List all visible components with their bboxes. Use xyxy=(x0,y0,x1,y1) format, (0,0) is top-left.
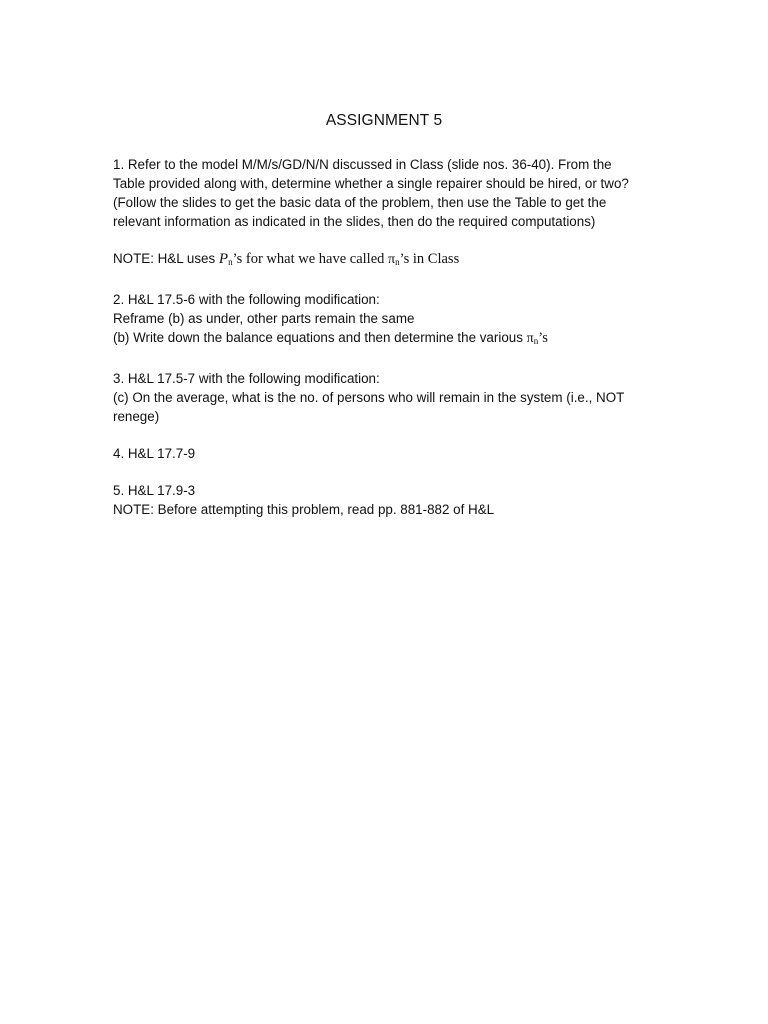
note-notation-mid: ’s for what we have called xyxy=(232,251,389,267)
question-5-line-1: 5. H&L 17.9-3 xyxy=(113,483,196,498)
question-1-line-3: (Follow the slides to get the basic data of the problem, then use the Table to get the xyxy=(113,195,607,210)
pi-symbol: π xyxy=(388,252,396,267)
question-1-line-1: 1. Refer to the model M/M/s/GD/N/N discussed in Class (slide nos. 36-40). From the xyxy=(113,157,612,172)
question-3-line-1: 3. H&L 17.5-7 with the following modification: xyxy=(113,371,380,386)
question-2-line-1: 2. H&L 17.5-6 with the following modification: xyxy=(113,292,380,307)
question-2-line-3-suffix: ’s xyxy=(538,330,548,346)
question-5 xyxy=(113,481,654,519)
question-3 xyxy=(113,369,654,426)
pi-symbol: π xyxy=(526,331,534,346)
pi-subscript: n xyxy=(533,336,539,346)
question-4 xyxy=(113,444,654,463)
note-notation xyxy=(113,249,654,272)
document-body xyxy=(113,155,654,537)
question-3-line-2: (c) On the average, what is the no. of persons who will remain in the system (i.e., NOT xyxy=(113,390,625,405)
question-2 xyxy=(113,290,654,351)
page-title: ASSIGNMENT 5 xyxy=(325,112,443,129)
question-3-line-3: renege) xyxy=(113,409,160,424)
note-notation-suffix: ’s in Class xyxy=(399,251,460,267)
question-1 xyxy=(113,155,654,231)
note-notation-prefix: NOTE: H&L uses xyxy=(113,251,219,266)
question-1-line-4: relevant information as indicated in the slides, then do the required computations) xyxy=(113,214,596,229)
question-2-line-3 xyxy=(113,328,654,351)
pi-subscript: n xyxy=(395,257,400,267)
question-4-line-1: 4. H&L 17.7-9 xyxy=(113,446,196,461)
question-1-line-2: Table provided along with, determine whether a single repairer should be hired, or two? xyxy=(113,176,629,191)
question-2-line-3-text: (b) Write down the balance equations and then determine the various xyxy=(113,330,527,345)
p-subscript: n xyxy=(228,257,233,267)
question-5-note: NOTE: Before attempting this problem, read pp. 881-882 of H&L xyxy=(113,502,495,517)
p-symbol: P xyxy=(218,251,229,267)
question-2-line-2: Reframe (b) as under, other parts remain the same xyxy=(113,311,415,326)
